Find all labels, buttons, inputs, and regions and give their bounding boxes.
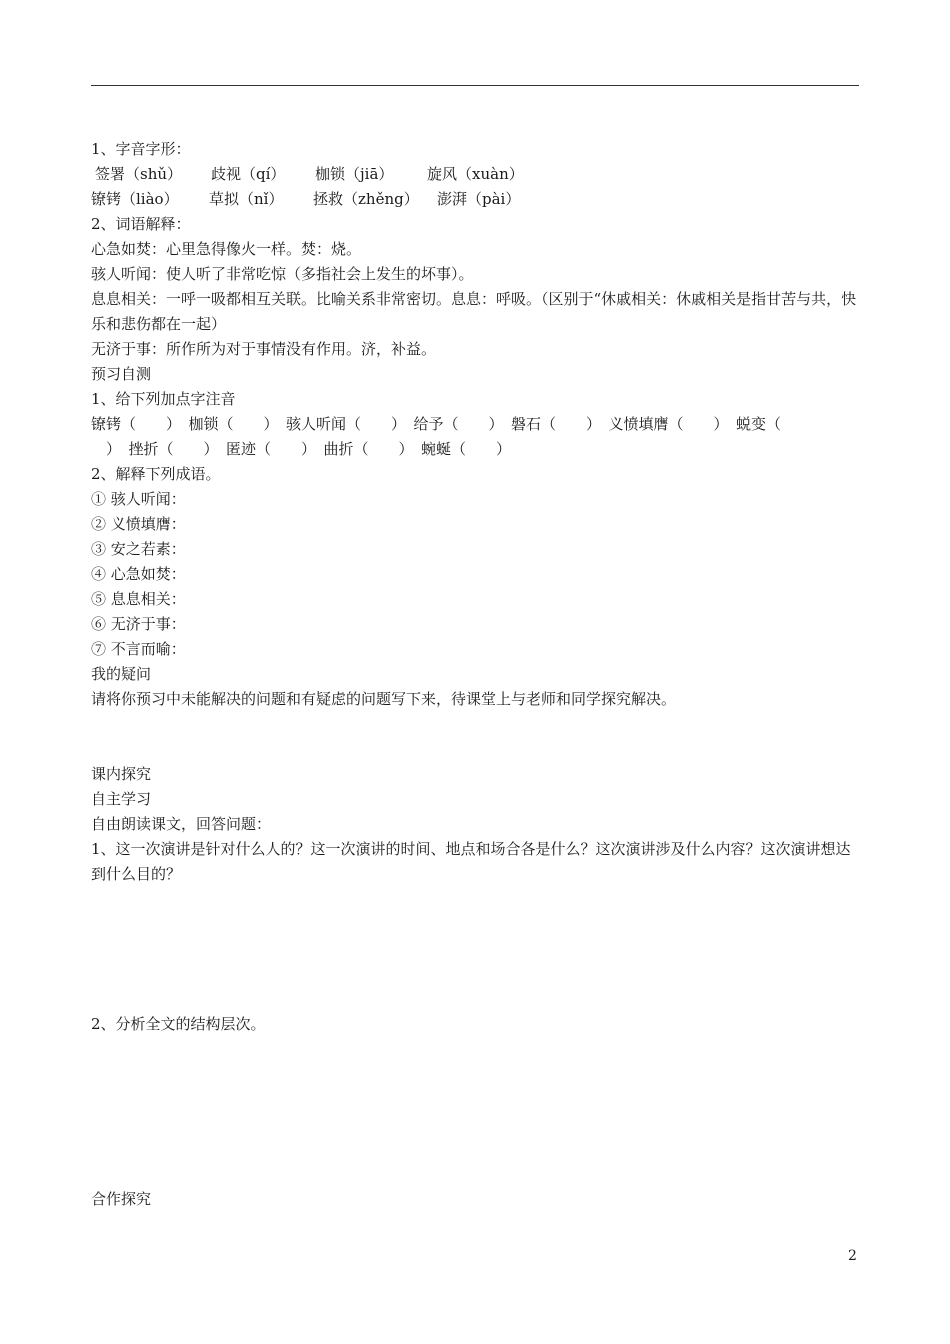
question-text: 2、分析全文的结构层次。 (91, 1015, 266, 1033)
question-text: 1、这一次演讲是针对什么人的？这一次演讲的时间、地点和场合各是什么？这次演讲涉及什么内容？这次演讲想达到什么目的？ (91, 840, 851, 883)
section-title: 我的疑问 (91, 665, 152, 683)
idiom-item: ① 骇人听闻： (91, 490, 186, 508)
idiom-item: ⑦ 不言而喻： (91, 640, 186, 658)
question-title: 2、解释下列成语。 (91, 465, 221, 483)
definition-item: 骇人听闻：使人听了非常吃惊（多指社会上发生的坏事）。 (91, 265, 474, 283)
section-title: 预习自测 (91, 365, 152, 383)
document-body (91, 137, 861, 1212)
definition-item: 心急如焚：心里急得像火一样。焚：烧。 (91, 240, 362, 258)
section-title: 1、字音字形： (91, 140, 191, 158)
fill-blank-line: 镣铐（ ） 枷锁（ ） 骇人听闻（ ） 给予（ ） 磐石（ ） 义愤填膺（ ） 蜕变（ (91, 415, 782, 433)
pinyin-item: 澎湃（pài） (437, 190, 521, 208)
idiom-item: ⑥ 无济于事： (91, 615, 186, 633)
idiom-item: ② 义愤填膺： (91, 515, 186, 533)
section-title: 2、词语解释： (91, 215, 191, 233)
pinyin-row-2 (91, 187, 861, 212)
pinyin-item: 草拟（nǐ） (209, 190, 284, 208)
instruction-text: 请将你预习中未能解决的问题和有疑虑的问题写下来，待课堂上与老师和同学探究解决。 (91, 690, 677, 708)
definition-item: 息息相关：一呼一吸都相互关联。比喻关系非常密切。息息：呼吸。（区别于“休戚相关：休戚相关是指甘苦与共，快乐和悲伤都在一起） (91, 290, 857, 333)
idiom-item: ⑤ 息息相关： (91, 590, 186, 608)
fill-blank-line: ） 挫折（ ） 匿迹（ ） 曲折（ ） 蜿蜒（ ） (91, 440, 512, 458)
idiom-item: ③ 安之若素： (91, 540, 186, 558)
definition-item: 无济于事：所作所为对于事情没有作用。济，补益。 (91, 340, 437, 358)
header-rule (91, 85, 859, 86)
pinyin-item: 拯救（zhěng） (313, 190, 419, 208)
pinyin-item: 枷锁（jiā） (315, 165, 394, 183)
pinyin-item: 镣铐（liào） (91, 190, 179, 208)
pinyin-row-1 (91, 162, 861, 187)
page-number: 2 (848, 1248, 857, 1264)
pinyin-item: 歧视（qí） (211, 165, 286, 183)
idiom-item: ④ 心急如焚： (91, 565, 186, 583)
question-title: 1、给下列加点字注音 (91, 390, 236, 408)
pinyin-item: 旋风（xuàn） (427, 165, 524, 183)
section-title: 合作探究 (91, 1190, 152, 1208)
section-title: 课内探究 (91, 765, 152, 783)
subsection-title: 自主学习 (91, 790, 152, 808)
pinyin-item: 签署（shǔ） (95, 165, 183, 183)
instruction-text: 自由朗读课文，回答问题： (91, 815, 272, 833)
